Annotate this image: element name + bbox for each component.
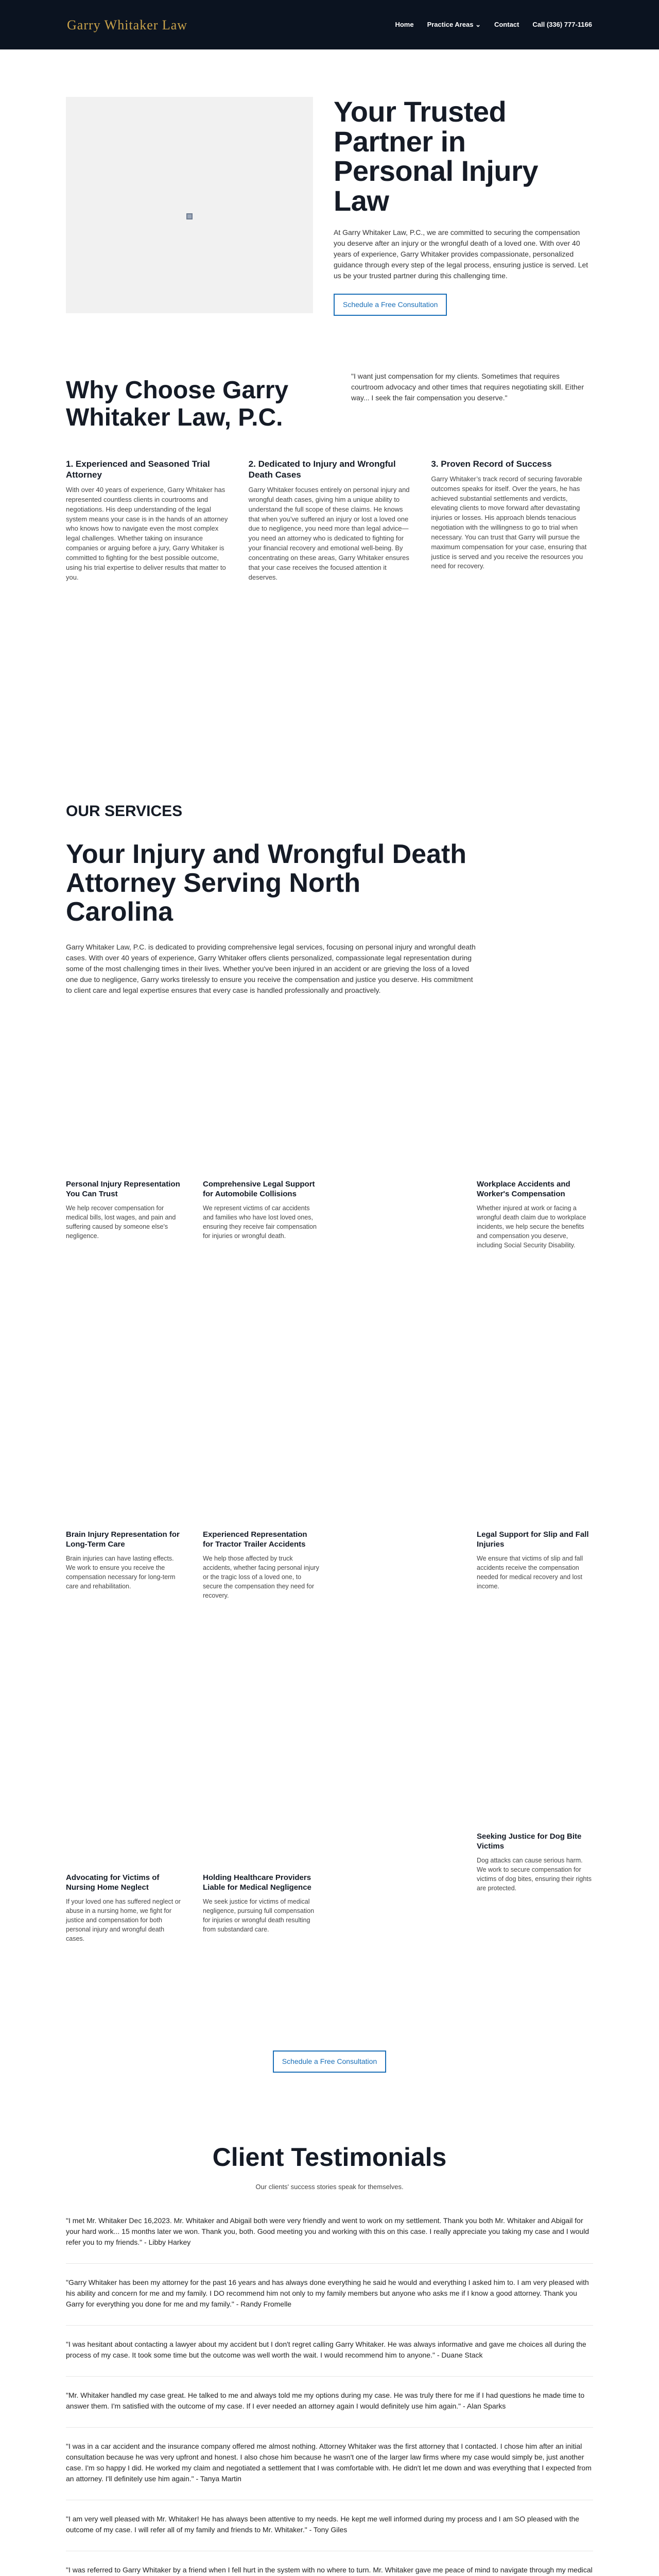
why-column-title: 3. Proven Record of Success: [431, 459, 552, 469]
services-intro-text: Garry Whitaker Law, P.C. is dedicated to providing comprehensive legal services, focusing on personal injury and wrongful death cases. With over 40 years of experience, Garry Whitaker offers clients personalized, compassionate legal representation during some of the most challenging times in their lives. Whether you've been injured in an accident or are grieving the loss of a loved one due to negligence, Garry works tirelessly to ensure you receive the compensation and justice you deserve. His commitment to client care and legal expertise ensures that every case is handled professionally and proactively.: [66, 943, 476, 995]
why-column-title: 1. Experienced and Seasoned Trial Attorney: [66, 459, 210, 480]
service-card: [66, 1855, 182, 1991]
service-body: If your loved one has suffered neglect or abuse in a nursing home, we fight for justice and compensation for both personal injury and wrongful death cases.: [66, 1897, 181, 1942]
nav-practice-areas-label: Practice Areas: [427, 21, 474, 29]
service-title: Comprehensive Legal Support for Automobile Collisions: [203, 1180, 315, 1198]
why-columns: [66, 459, 593, 583]
service-card: [477, 1180, 593, 1316]
testimonial: "I was hesitant about contacting a lawyer about my accident but I don't regret calling Garry Whitaker. He was always informative and gave me choices all during the process of my case. It took some time but the outcome was well worth the wait. I would recommend him to anyone." - Duane Stack: [66, 2339, 593, 2377]
service-title: Workplace Accidents and Worker's Compensation: [477, 1180, 570, 1198]
services-consultation-button[interactable]: Schedule a Free Consultation: [273, 2050, 386, 2073]
service-title: Brain Injury Representation for Long-Term Care: [66, 1530, 180, 1549]
service-title: Holding Healthcare Providers Liable for Medical Negligence: [203, 1873, 311, 1892]
why-column-body: With over 40 years of experience, Garry Whitaker has represented countless clients in courtrooms and negotiations. His deep understanding of the legal system means your case is in the hands of an attorney who knows how to navigate even the most complex legal challenges. Whether taking on insurance companies or arguing before a jury, Garry Whitaker is committed to fighting for the best possible outcome, using his trial expertise to deliver results that matter to you.: [66, 486, 228, 581]
why-top: [66, 369, 593, 432]
why-title: Why Choose Garry Whitaker Law, P.C.: [66, 377, 289, 431]
service-title: Advocating for Victims of Nursing Home Neglect: [66, 1873, 160, 1892]
service-card: [203, 1180, 319, 1316]
service-title: Seeking Justice for Dog Bite Victims: [477, 1832, 582, 1851]
services-cta: [0, 2050, 659, 2073]
service-body: We help those affected by truck accidents, whether facing personal injury or the tragic loss of a loved one, to secure the compensation they need for recovery.: [203, 1554, 319, 1599]
service-body: We represent victims of car accidents and families who have lost loved ones, ensuring they receive fair compensation for injuries or wrongful death.: [203, 1204, 317, 1240]
nav-contact[interactable]: Contact: [494, 21, 519, 29]
hero-image: [66, 97, 313, 313]
service-card: [203, 1855, 319, 1991]
services-intro: [66, 840, 593, 996]
service-card: [340, 1180, 456, 1316]
testimonial: "Mr. Whitaker handled my case great. He talked to me and always told me my options during my case. He was truly there for me if I had questions he made time to answer them. I'm satisfied with the outcome of my case. If I ever needed an attorney again I would definitely use him again." - Alan Sparks: [66, 2390, 593, 2428]
testimonial: "I am very well pleased with Mr. Whitaker! He has always been attentive to my needs. He kept me well informed during my process and I am SO pleased with the outcome of my case. I will refer all of my family and friends to Mr. Whitaker." - Tony Giles: [66, 2514, 593, 2551]
service-card: [66, 1180, 182, 1316]
why-column-body: Garry Whitaker focuses entirely on personal injury and wrongful death cases, giving him a unique ability to understand the full scope of these claims. He knows that when you’ve suffered an injury or lost a loved one due to negligence, you need more than legal advice—you need an attorney who is dedicated to fighting for your financial recovery and emotional well-being. By concentrating on these areas, Garry Whitaker ensures that your case receives the focused attention it deserves.: [248, 486, 410, 581]
why-column: [66, 459, 228, 583]
nav-practice-areas[interactable]: [427, 20, 481, 30]
service-title: Personal Injury Representation You Can Trust: [66, 1180, 180, 1198]
service-title: Experienced Representation for Tractor Trailer Accidents: [203, 1530, 307, 1549]
site-header: [0, 0, 659, 49]
why-column-body: Garry Whitaker’s track record of securing favorable outcomes speaks for itself. Over the years, he has achieved substantial settlements and verdicts, elevating clients to move forward after devastating injuries or losses. His approach blends tenacious negotiation with the willingness to go to trial when necessary. You can trust that Garry will pursue the maximum compensation for your case, ensuring that justice is served and you receive the resources you need for recovery.: [431, 474, 587, 570]
why-quote: "I want just compensation for my clients. Sometimes that requires courtroom advocacy and other times that requires negotiating skill. Either way... I seek the fair compensation you deserve.": [351, 372, 584, 402]
hero-section: [66, 49, 593, 369]
testimonials-header: [0, 2138, 659, 2192]
site-logo[interactable]: Garry Whitaker Law: [67, 17, 188, 32]
services-title: Your Injury and Wrongful Death Attorney Serving North Carolina: [66, 839, 467, 927]
service-card: [203, 1530, 319, 1666]
testimonials-title: Client Testimonials: [212, 2143, 447, 2172]
service-card: [340, 1530, 456, 1666]
image-placeholder-icon: [186, 213, 193, 219]
why-column-title: 2. Dedicated to Injury and Wrongful Death Cases: [248, 459, 396, 480]
services-row: [66, 1530, 593, 1666]
hero-consultation-button[interactable]: Schedule a Free Consultation: [334, 294, 447, 316]
testimonial: "I was in a car accident and the insurance company offered me almost nothing. Attorney Whitaker was the first attorney that I contacted. I chose him after an initial consultation because he was very upfront and honest. I also chose him because he wasn't one of the larger law firms where my case would simply be, just another case. I'm so happy I did. He worked my claim and negotiated a settlement that I was comfortable with. He didn't let me down and was everything that I expected from an attorney. I'll definitely use him again." - Tanya Martin: [66, 2441, 593, 2500]
chevron-down-icon: ⌄: [475, 21, 481, 29]
testimonial: "Garry Whitaker has been my attorney for the past 16 years and has always done everything he said he would and everything I asked him to. I am very pleased with his ability and concern for me and my family. I DO recommend him not only to my family members but anyone who asks me if I know a good attorney. Thank you Garry for everything you done for me and my family." - Randy Fromelle: [66, 2277, 593, 2326]
nav-home[interactable]: Home: [395, 21, 414, 29]
testimonials-list: [66, 2215, 593, 2576]
main-nav: [395, 20, 592, 30]
service-title: Legal Support for Slip and Fall Injuries: [477, 1530, 589, 1549]
why-column: [249, 459, 411, 583]
service-body: We ensure that victims of slip and fall accidents receive the compensation needed for medical recovery and lost income.: [477, 1554, 583, 1590]
services-row: [66, 1832, 593, 1991]
why-column: [431, 459, 593, 583]
service-card: [66, 1530, 182, 1666]
service-card: [477, 1832, 593, 1968]
service-card: [340, 1855, 456, 1991]
service-body: Whether injured at work or facing a wrongful death claim due to workplace incidents, we help secure the benefits and compensation you deserve, including Social Security Disability.: [477, 1204, 586, 1249]
testimonials-subtitle: Our clients' success stories speak for themselves.: [255, 2183, 404, 2191]
testimonial: "I met Mr. Whitaker Dec 16,2023. Mr. Whitaker and Abigail both were very friendly and went to work on my settlement. Thank you both Mr. Whitaker and Abigail for your hard work... 15 months later we won. Thank you, both. Good meeting you and working with this on this case. I really appreciate you taking my case and I would refer you to my friends." - Libby Harkey: [66, 2215, 593, 2264]
hero-copy: [334, 97, 591, 369]
service-body: Dog attacks can cause serious harm. We work to secure compensation for victims of dog bites, ensuring their rights are protected.: [477, 1856, 592, 1892]
service-body: We help recover compensation for medical bills, lost wages, and pain and suffering caused by someone else's negligence.: [66, 1204, 176, 1240]
services-row: [66, 1180, 593, 1316]
hero-title: Your Trusted Partner in Personal Injury Law: [334, 95, 539, 217]
hero-body: At Garry Whitaker Law, P.C., we are committed to securing the compensation you deserve after an injury or the wrongful death of a loved one. With over 40 years of experience, Garry Whitaker provides compassionate, personalized guidance through every step of the legal process, ensuring justice is served. Let us be your trusted partner during this challenging time.: [334, 228, 588, 280]
testimonial: "I was referred to Garry Whitaker by a friend when I fell hurt in the system with no where to turn. Mr. Whitaker gave me peace of mind to navigate through my medical: [66, 2565, 593, 2576]
service-card: [477, 1530, 593, 1666]
services-label: OUR SERVICES: [66, 803, 183, 820]
service-body: We seek justice for victims of medical negligence, pursuing full compensation for injuries or wrongful death resulting from substandard care.: [203, 1897, 315, 1933]
service-body: Brain injuries can have lasting effects. We work to ensure you receive the compensation necessary for long-term care and rehabilitation.: [66, 1554, 176, 1590]
nav-phone[interactable]: Call (336) 777-1166: [532, 21, 592, 29]
